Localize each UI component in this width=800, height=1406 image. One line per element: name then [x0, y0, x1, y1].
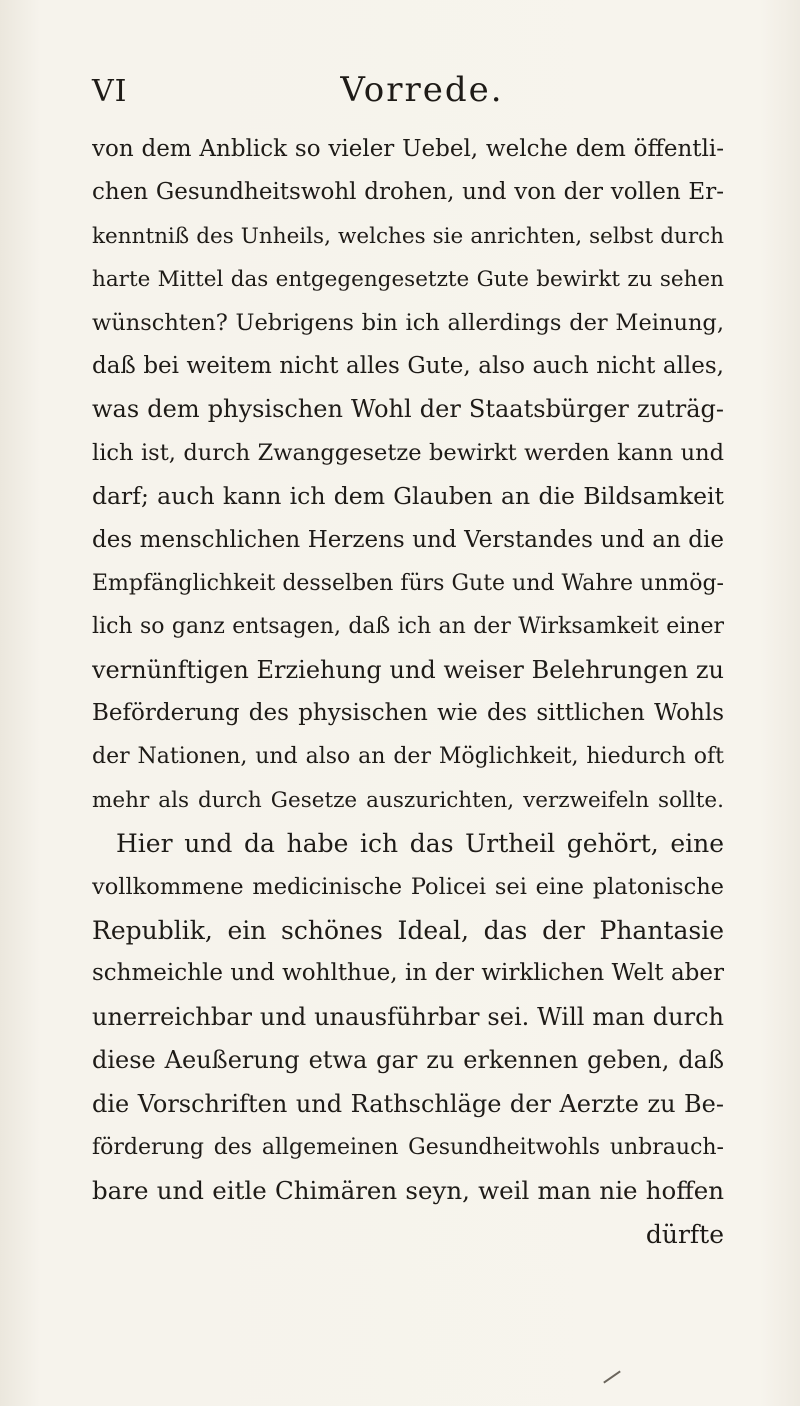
text-line: von dem Anblick so vieler Uebel, welche dem öffentli- — [92, 136, 724, 162]
text-line: Republik, ein schönes Ideal, das der Phantasie — [92, 916, 724, 946]
text-line: diese Aeußerung etwa gar zu erkennen geben, daß — [92, 1046, 724, 1075]
text-line: Empfänglichkeit desselben fürs Gute und Wahre unmög- — [92, 570, 724, 596]
text-line: wünschten? Uebrigens bin ich allerdings der Meinung, — [92, 309, 724, 336]
paragraph-start-line: Hier und da habe ich das Urtheil gehört, eine — [116, 829, 724, 859]
page-number: VI — [92, 74, 128, 109]
text-line: die Vorschriften und Rathschläge der Aerzte zu Be- — [92, 1089, 724, 1118]
body-text — [92, 128, 724, 1256]
text-line: Beförderung des physischen wie des sittlichen Wohls — [92, 700, 724, 727]
printer-mark — [603, 1370, 621, 1383]
text-line: lich ist, durch Zwanggesetze bewirkt werden kann und — [92, 439, 724, 466]
text-line: kenntniß des Unheils, welches sie anrichten, selbst durch — [92, 223, 724, 249]
text-line: bare und eitle Chimären seyn, weil man nie hoffen — [92, 1176, 724, 1206]
running-title: Vorrede. — [340, 70, 504, 110]
text-line: förderung des allgemeinen Gesundheitwohls unbrauch- — [92, 1134, 724, 1160]
page-header — [92, 70, 732, 120]
text-line: vernünftigen Erziehung und weiser Belehrungen zu — [92, 655, 724, 684]
text-line: daß bei weitem nicht alles Gute, also auch nicht alles, — [92, 352, 724, 379]
text-line: mehr als durch Gesetze auszurichten, verzweifeln sollte. — [92, 787, 724, 813]
text-line: harte Mittel das entgegengesetzte Gute bewirkt zu sehen — [92, 267, 724, 293]
text-line: unerreichbar und unausführbar sei. Will man durch — [92, 1002, 724, 1031]
text-line: darf; auch kann ich dem Glauben an die Bildsamkeit — [92, 482, 724, 511]
text-line: chen Gesundheitswohl drohen, und von der vollen Er- — [92, 179, 724, 206]
text-line: was dem physischen Wohl der Staatsbürger zuträg- — [92, 395, 724, 424]
text-line: schmeichle und wohlthue, in der wirklichen Welt aber — [92, 960, 724, 987]
text-line: der Nationen, und also an der Möglichkeit, hiedurch oft — [92, 744, 724, 770]
text-line: des menschlichen Herzens und Verstandes und an die — [92, 526, 724, 553]
text-line: lich so ganz entsagen, daß ich an der Wirksamkeit einer — [92, 614, 724, 640]
text-line: vollkommene medicinische Policei sei eine platonische — [92, 873, 724, 900]
catchword: dürfte — [645, 1219, 724, 1249]
